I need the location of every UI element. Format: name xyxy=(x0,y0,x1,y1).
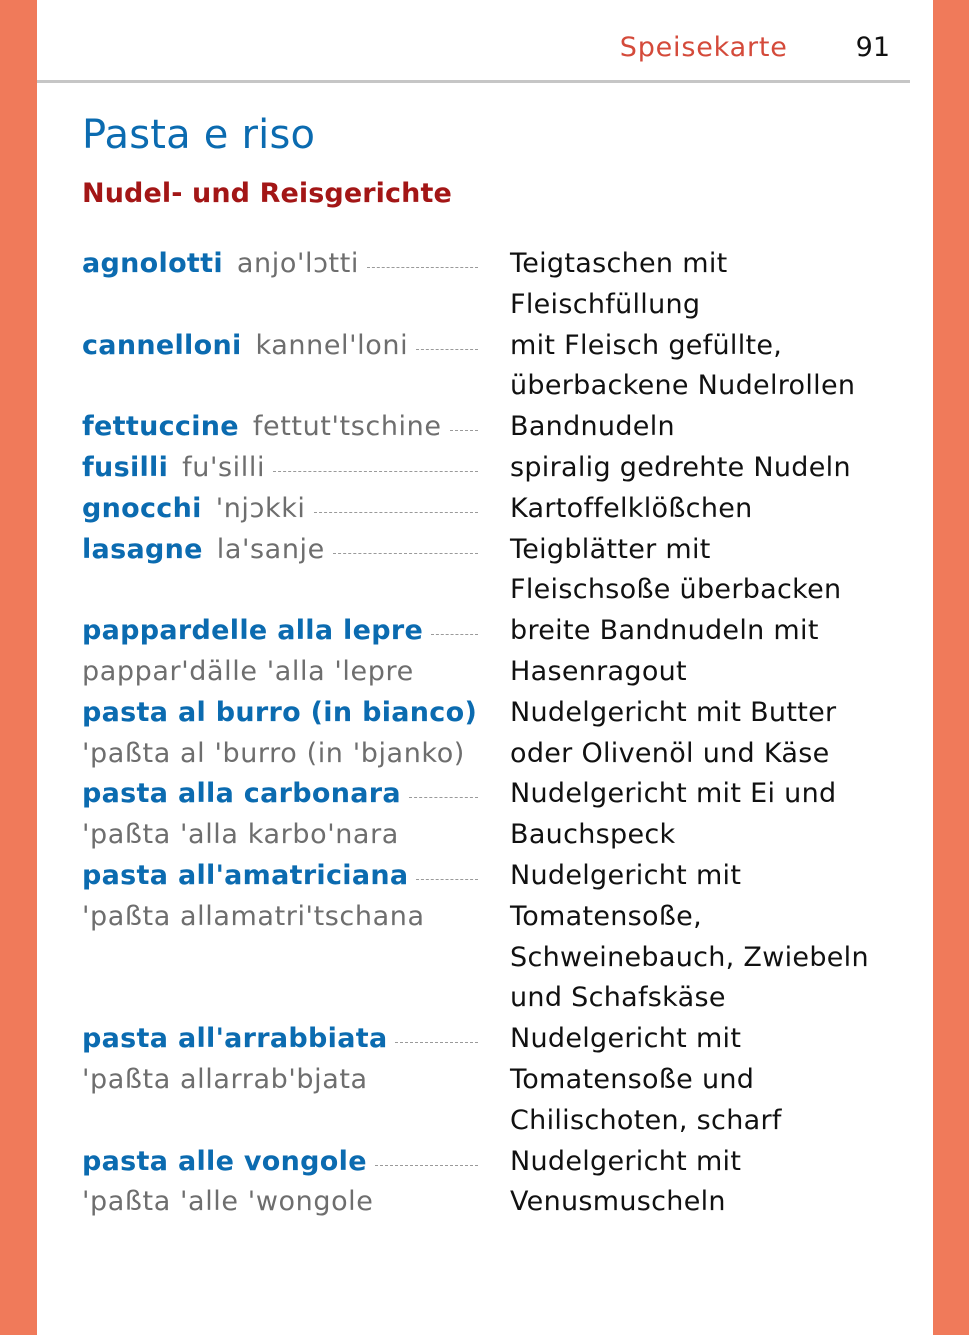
italian-term: fusilli xyxy=(82,451,169,483)
translation-line: oder Olivenöl und Käse xyxy=(510,737,830,769)
term-line xyxy=(82,774,478,815)
dotted-leader xyxy=(431,633,478,635)
dotted-leader xyxy=(450,429,478,431)
dotted-leader xyxy=(314,511,478,513)
term-line xyxy=(82,326,478,367)
glossary-entry xyxy=(82,856,882,1019)
entry-term-column xyxy=(82,244,478,285)
translation-line: Bauchspeck xyxy=(510,819,676,851)
term-line xyxy=(82,611,478,652)
translation-line: Nudelgericht mit xyxy=(510,1023,742,1055)
page-subtitle: Nudel- und Reisgerichte xyxy=(82,178,452,209)
running-head-section: Speisekarte xyxy=(619,32,788,63)
italian-term: gnocchi xyxy=(82,492,202,524)
entry-term-column xyxy=(82,774,478,856)
right-margin-bar xyxy=(933,0,969,1335)
header-rule xyxy=(37,80,910,83)
german-translation xyxy=(510,489,882,530)
entry-term-column xyxy=(82,611,478,693)
pronunciation: anjo'lɔtti xyxy=(236,248,359,279)
italian-term: pasta all'arrabbiata xyxy=(82,1023,388,1055)
translation-line: Bandnudeln xyxy=(510,411,675,443)
glossary-entry xyxy=(82,1142,882,1224)
term-line xyxy=(82,1019,478,1060)
translation-line: Fleischsoße überbacken xyxy=(510,574,842,606)
translation-line: überbackene Nudelrollen xyxy=(510,370,856,402)
pronunciation-line xyxy=(82,815,478,856)
running-head xyxy=(600,32,890,76)
german-translation xyxy=(510,611,882,693)
translation-line: Venusmuscheln xyxy=(510,1186,726,1218)
italian-term: fettuccine xyxy=(82,411,239,443)
glossary-entry xyxy=(82,326,882,408)
translation-line: breite Bandnudeln mit xyxy=(510,615,819,647)
translation-line: Chilischoten, scharf xyxy=(510,1104,782,1136)
italian-term: agnolotti xyxy=(82,248,223,279)
italian-term: pappardelle alla lepre xyxy=(82,615,424,647)
entry-term-column xyxy=(82,326,478,367)
pronunciation-line xyxy=(82,652,478,693)
pronunciation-line xyxy=(82,1182,478,1223)
entry-term-column xyxy=(82,489,478,530)
glossary-entry xyxy=(82,774,882,856)
translation-line: Tomatensoße und xyxy=(510,1063,755,1095)
translation-line: Schweinebauch, Zwiebeln xyxy=(510,941,869,973)
entry-term-column xyxy=(82,530,478,571)
german-translation xyxy=(510,693,882,775)
left-margin-bar xyxy=(0,0,37,1335)
dotted-leader xyxy=(273,470,478,472)
entry-term-column xyxy=(82,856,478,938)
italian-term: pasta all'amatriciana xyxy=(82,859,409,891)
term-line xyxy=(82,448,478,489)
translation-line: Nudelgericht mit xyxy=(510,859,742,891)
glossary-entry xyxy=(82,611,882,693)
dotted-leader xyxy=(395,1041,478,1043)
pronunciation-line xyxy=(82,897,478,938)
entry-term-column xyxy=(82,693,478,775)
term-line xyxy=(82,1142,478,1183)
term-line xyxy=(82,489,478,530)
dotted-leader xyxy=(416,878,478,880)
translation-line: Fleischfüllung xyxy=(510,288,701,320)
dotted-leader xyxy=(416,348,478,350)
german-translation xyxy=(510,530,882,612)
german-translation xyxy=(510,856,882,1019)
term-line xyxy=(82,530,478,571)
translation-line: Nudelgericht mit Ei und xyxy=(510,778,837,810)
dotted-leader xyxy=(375,1164,478,1166)
pronunciation-line xyxy=(82,734,478,775)
pronunciation: 'paßta al 'burro (in 'bjanko) xyxy=(82,737,465,769)
italian-term: lasagne xyxy=(82,533,203,565)
term-line xyxy=(82,693,478,734)
translation-line: Nudelgericht mit xyxy=(510,1145,742,1177)
translation-line: mit Fleisch gefüllte, xyxy=(510,329,783,361)
dotted-leader xyxy=(333,552,478,554)
entry-term-column xyxy=(82,448,478,489)
pronunciation: 'paßta allamatri'tschana xyxy=(82,900,425,932)
translation-line: Nudelgericht mit Butter xyxy=(510,696,837,728)
pronunciation: kannel'loni xyxy=(255,329,409,361)
glossary-list xyxy=(82,244,882,1223)
page-title: Pasta e riso xyxy=(82,112,316,158)
glossary-entry xyxy=(82,244,882,326)
pronunciation: fu'silli xyxy=(182,451,266,483)
entry-term-column xyxy=(82,1019,478,1101)
italian-term: pasta alla carbonara xyxy=(82,778,401,810)
german-translation xyxy=(510,774,882,856)
pronunciation: 'paßta 'alle 'wongole xyxy=(82,1186,374,1218)
dotted-leader xyxy=(367,266,478,268)
pronunciation: fettut'tschine xyxy=(252,411,442,443)
glossary-entry xyxy=(82,407,882,448)
glossary-entry xyxy=(82,448,882,489)
translation-line: Tomatensoße, xyxy=(510,900,702,932)
glossary-entry xyxy=(82,693,882,775)
term-line xyxy=(82,407,478,448)
pronunciation: 'njɔkki xyxy=(215,492,306,524)
term-line xyxy=(82,244,478,285)
term-line xyxy=(82,856,478,897)
page-number: 91 xyxy=(855,32,890,63)
german-translation xyxy=(510,1019,882,1141)
pronunciation: la'sanje xyxy=(216,533,325,565)
translation-line: spiralig gedrehte Nudeln xyxy=(510,451,851,483)
italian-term: pasta alle vongole xyxy=(82,1145,367,1177)
pronunciation: 'paßta 'alla karbo'nara xyxy=(82,819,399,851)
german-translation xyxy=(510,244,882,326)
entry-term-column xyxy=(82,1142,478,1224)
translation-line: Kartoffelklößchen xyxy=(510,492,753,524)
italian-term: cannelloni xyxy=(82,329,242,361)
german-translation xyxy=(510,448,882,489)
german-translation xyxy=(510,407,882,448)
glossary-entry xyxy=(82,1019,882,1141)
translation-line: Teigtaschen mit xyxy=(510,248,728,279)
german-translation xyxy=(510,326,882,408)
german-translation xyxy=(510,1142,882,1224)
glossary-entry xyxy=(82,530,882,612)
pronunciation: 'paßta allarrab'bjata xyxy=(82,1063,368,1095)
translation-line: und Schafskäse xyxy=(510,982,726,1014)
translation-line: Hasenragout xyxy=(510,655,687,687)
entry-term-column xyxy=(82,407,478,448)
italian-term: pasta al burro (in bianco) xyxy=(82,696,478,728)
pronunciation-line xyxy=(82,1060,478,1101)
dotted-leader xyxy=(409,796,478,798)
pronunciation: pappar'dälle 'alla 'lepre xyxy=(82,655,414,687)
translation-line: Teigblätter mit xyxy=(510,533,711,565)
glossary-entry xyxy=(82,489,882,530)
